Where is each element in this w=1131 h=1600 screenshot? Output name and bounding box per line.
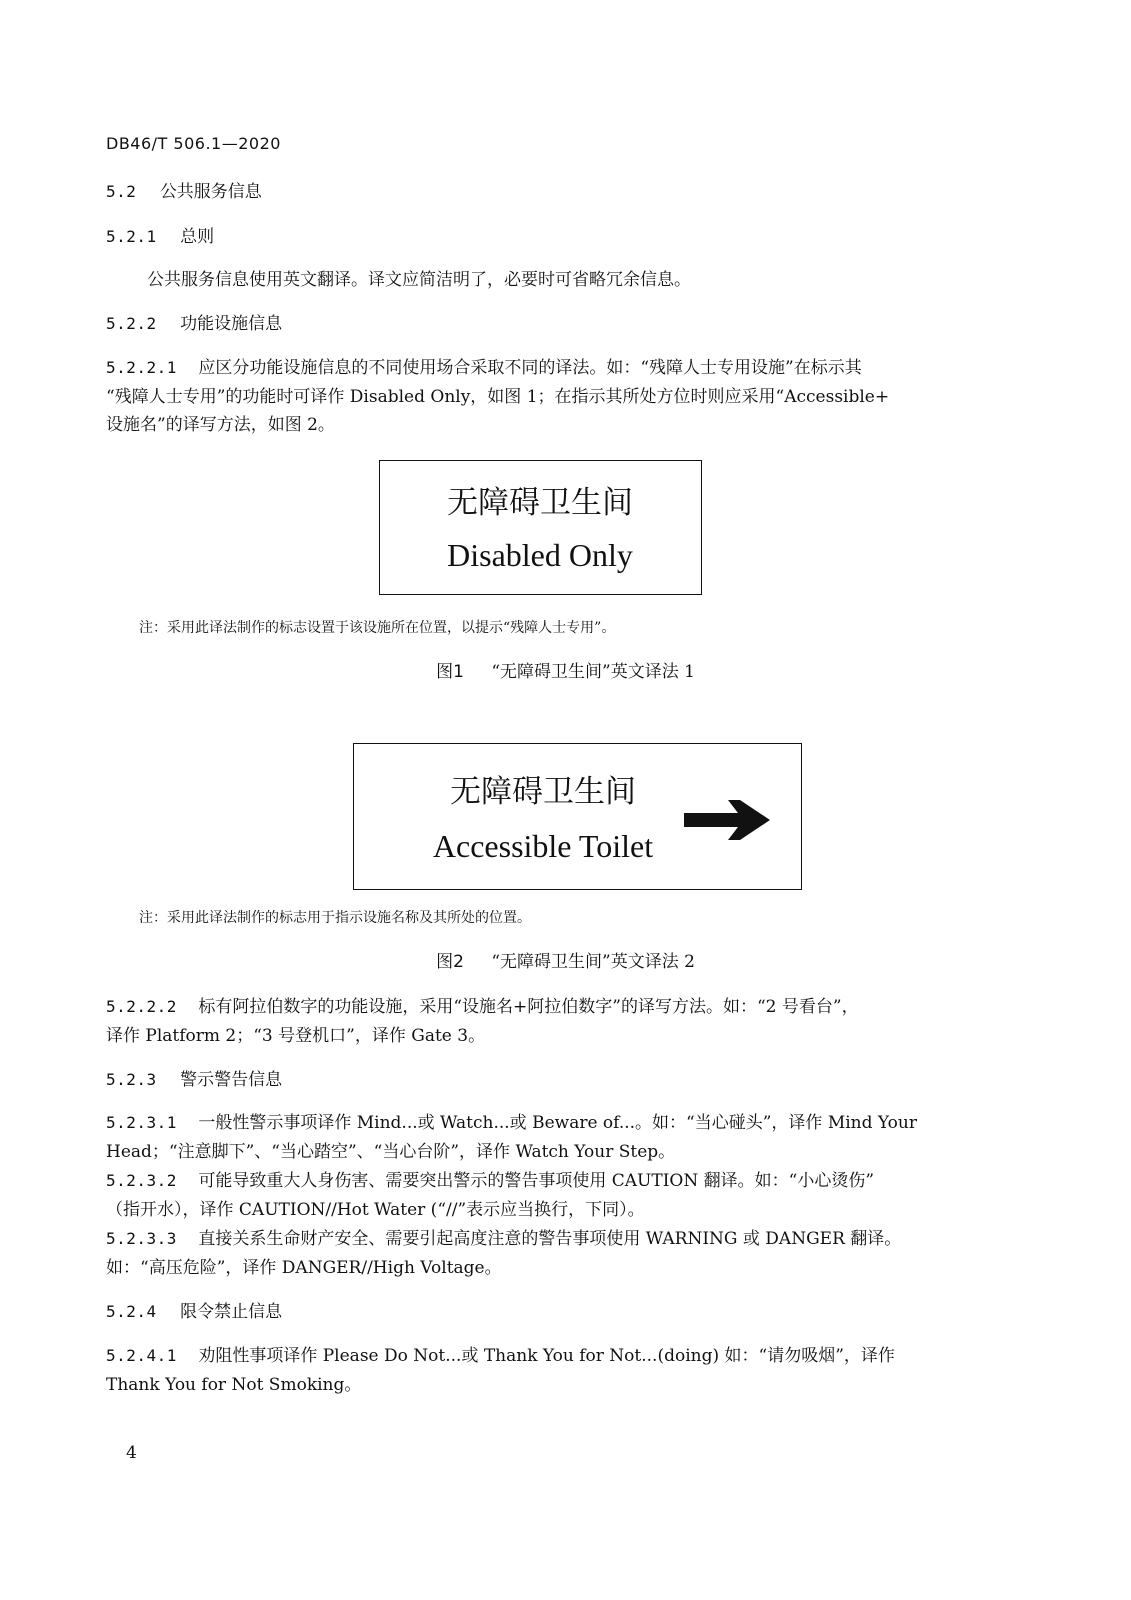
clause-number: 5.2.3.1: [106, 1113, 177, 1132]
figure1-note: 注：采用此译法制作的标志设置于该设施所在位置，以提示“残障人士专用”。: [139, 620, 616, 636]
section-title: 警示警告信息: [180, 1070, 283, 1090]
clause-number: 5.2.2.2: [106, 997, 177, 1016]
section-number: 5.2.1: [106, 227, 157, 246]
figure-label: 图2: [436, 952, 464, 972]
figure2-sign: [353, 743, 802, 890]
paragraph-5-2-3-3-line1: 5.2.3.3 直接关系生命财产安全、需要引起高度注意的警告事项使用 WARNING 或 DANGER 翻译。: [106, 1229, 902, 1249]
figure1-sign: [379, 460, 702, 595]
sign-chinese-text: 无障碍卫生间: [447, 485, 633, 521]
clause-number: 5.2.3.3: [106, 1229, 177, 1248]
section-title: 限令禁止信息: [180, 1302, 283, 1322]
section-5-2-1-heading: [106, 222, 214, 252]
paragraph-5-2-4-1-line2: Thank You for Not Smoking。: [106, 1375, 362, 1395]
sign-english-text: Disabled Only: [447, 537, 633, 573]
section-5-2-heading: [106, 177, 262, 207]
paragraph-5-2-4-1-line1: 5.2.4.1 劝阻性事项译作 Please Do Not...或 Thank You for Not...(doing) 如：“请勿吸烟”，译作: [106, 1346, 895, 1366]
sign-english-text: Accessible Toilet: [432, 828, 654, 864]
section-title: 总则: [180, 227, 215, 247]
section-title: 公共服务信息: [159, 182, 262, 202]
figure1-caption: [0, 657, 1131, 687]
figure2-note: 注：采用此译法制作的标志用于指示设施名称及其所处的位置。: [139, 910, 531, 926]
figure-title: “无障碍卫生间”英文译法 1: [491, 662, 695, 682]
paragraph-5-2-2-2-line1: 5.2.2.2 标有阿拉伯数字的功能设施，采用“设施名+阿拉伯数字”的译写方法。如：“2 号看台”，: [106, 997, 859, 1017]
section-5-2-4-heading: [106, 1297, 282, 1327]
paragraph-5-2-2-1-line2: “残障人士专用”的功能时可译作 Disabled Only，如图 1；在指示其所处方位时则应采用“Accessible+: [106, 387, 890, 407]
clause-number: 5.2.3.2: [106, 1171, 177, 1190]
figure2-caption: [0, 947, 1131, 977]
paragraph-5-2-3-2-line1: 5.2.3.2 可能导致重大人身伤害、需要突出警示的警告事项使用 CAUTION 翻译。如：“小心烫伤”: [106, 1171, 875, 1191]
document-code: DB46/T 506.1—2020: [106, 134, 281, 153]
paragraph-general: 公共服务信息使用英文翻译。译文应简洁明了，必要时可省略冗余信息。: [147, 270, 691, 290]
section-title: 功能设施信息: [180, 314, 283, 334]
paragraph-5-2-2-1-line3: 设施名”的译写方法，如图 2。: [106, 415, 335, 435]
section-number: 5.2.3: [106, 1070, 157, 1089]
figure-label: 图1: [436, 662, 464, 682]
clause-number: 5.2.2.1: [106, 358, 177, 377]
section-5-2-2-heading: [106, 309, 282, 339]
paragraph-5-2-3-1-line1: 5.2.3.1 一般性警示事项译作 Mind...或 Watch...或 Beware of...。如：“当心碰头”，译作 Mind Your: [106, 1113, 917, 1133]
section-number: 5.2: [106, 182, 137, 201]
paragraph-5-2-2-2-line2: 译作 Platform 2；“3 号登机口”，译作 Gate 3。: [106, 1026, 486, 1046]
sign-chinese-text: 无障碍卫生间: [450, 774, 636, 810]
page-number: 4: [126, 1443, 137, 1463]
paragraph-5-2-3-2-line2: （指开水），译作 CAUTION//Hot Water (“//”表示应当换行，下同）。: [106, 1200, 645, 1220]
figure-title: “无障碍卫生间”英文译法 2: [491, 952, 695, 972]
section-number: 5.2.4: [106, 1302, 157, 1321]
paragraph-5-2-2-1-line1: 5.2.2.1 应区分功能设施信息的不同使用场合采取不同的译法。如：“残障人士专用设施”在标示其: [106, 358, 862, 378]
paragraph-5-2-3-1-line2: Head；“注意脚下”、“当心踏空”、“当心台阶”，译作 Watch Your Step。: [106, 1142, 676, 1162]
section-number: 5.2.2: [106, 314, 157, 333]
right-arrow-icon: [682, 796, 774, 844]
clause-number: 5.2.4.1: [106, 1346, 177, 1365]
paragraph-5-2-3-3-line2: 如：“高压危险”，译作 DANGER//High Voltage。: [106, 1258, 502, 1278]
section-5-2-3-heading: [106, 1065, 282, 1095]
